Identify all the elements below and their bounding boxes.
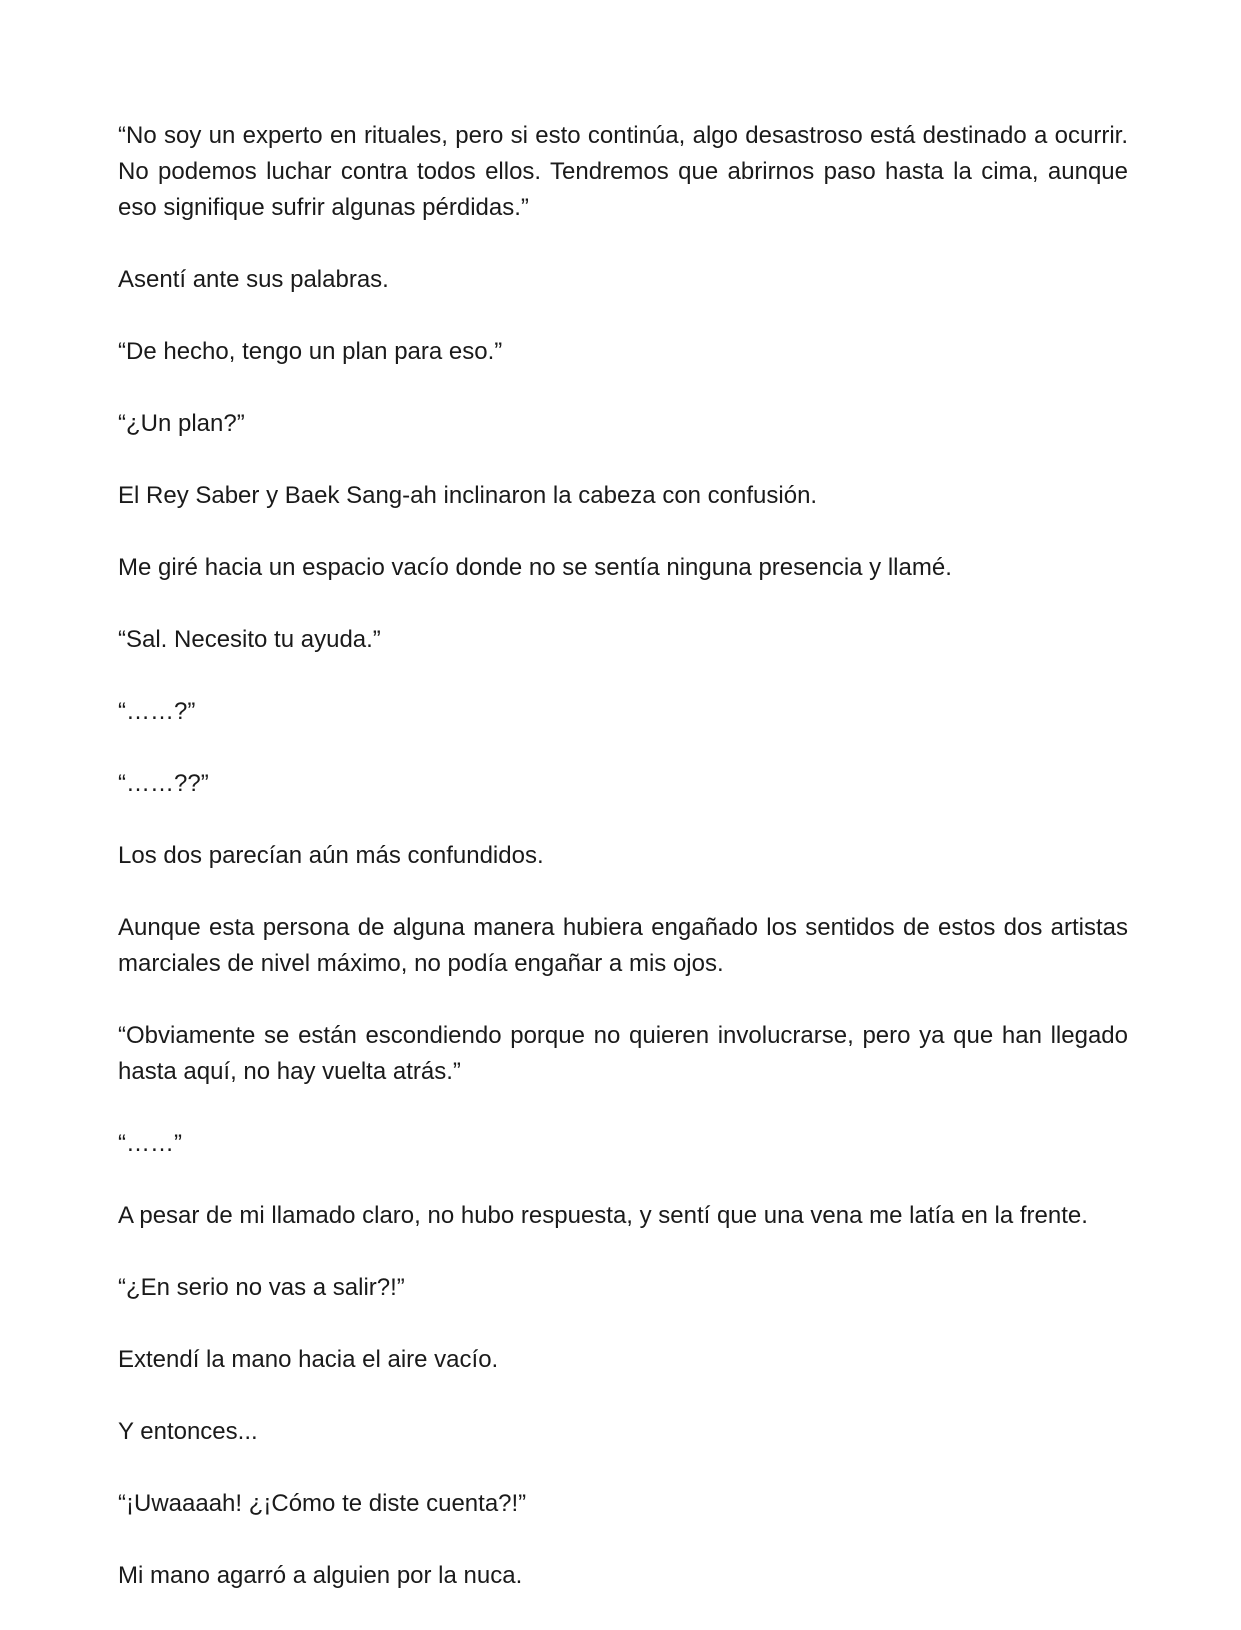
paragraph: “Obviamente se están escondiendo porque no quieren involucrarse, pero ya que han llegado hasta aquí, no hay vuelta atrás.” — [118, 1022, 1128, 1085]
paragraph: “No soy un experto en rituales, pero si esto continúa, algo desastroso está destinado a ocurrir. No podemos luchar contra todos ellos. Tendremos que abrirnos paso hasta la cima, aunque eso signifique sufrir algunas pérdidas.” — [118, 122, 1128, 221]
document-body — [118, 118, 1128, 1630]
paragraph: Aunque esta persona de alguna manera hubiera engañado los sentidos de estos dos artistas marciales de nivel máximo, no podía engañar a mis ojos. — [118, 914, 1128, 977]
paragraph: “……” — [118, 1130, 182, 1157]
paragraph: Mi mano agarró a alguien por la nuca. — [118, 1562, 523, 1589]
paragraph: “Sal. Necesito tu ayuda.” — [118, 626, 381, 653]
paragraph: “……?” — [118, 698, 196, 725]
paragraph: “¡Uwaaaah! ¿¡Cómo te diste cuenta?!” — [118, 1490, 527, 1517]
paragraph: “……??” — [118, 770, 209, 797]
paragraph: Extendí la mano hacia el aire vacío. — [118, 1346, 499, 1373]
paragraph: Asentí ante sus palabras. — [118, 266, 389, 293]
paragraph: “¿En serio no vas a salir?!” — [118, 1274, 405, 1301]
paragraph: El Rey Saber y Baek Sang-ah inclinaron la cabeza con confusión. — [118, 482, 818, 509]
paragraph: “De hecho, tengo un plan para eso.” — [118, 338, 503, 365]
paragraph: A pesar de mi llamado claro, no hubo respuesta, y sentí que una vena me latía en la frente. — [118, 1202, 1088, 1229]
paragraph: Los dos parecían aún más confundidos. — [118, 842, 544, 869]
paragraph: Y entonces... — [118, 1418, 258, 1445]
paragraph: Me giré hacia un espacio vacío donde no se sentía ninguna presencia y llamé. — [118, 554, 952, 581]
paragraph: “¿Un plan?” — [118, 410, 245, 437]
